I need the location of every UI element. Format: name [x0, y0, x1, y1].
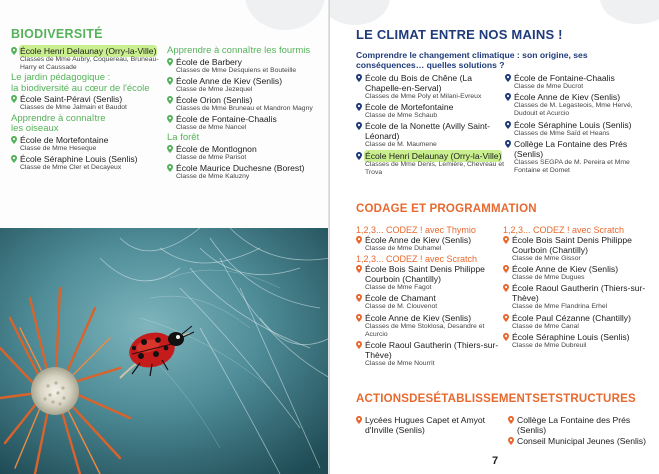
map-pin-icon — [11, 136, 17, 144]
school-entry — [167, 163, 327, 181]
class-names: Classes de Mme Poly et Milani-Evreux — [365, 93, 482, 100]
school-entry — [356, 415, 501, 435]
school-name: École de Fontaine-Chaalis — [514, 73, 615, 83]
school-entry — [505, 139, 655, 175]
map-pin-icon — [167, 77, 173, 85]
map-pin-icon — [167, 96, 173, 104]
subheading: La forêt — [167, 132, 200, 144]
school-entry — [11, 46, 161, 72]
subheading: 1,2,3... CODEZ ! avec Scratch — [503, 225, 625, 235]
map-pin-icon — [356, 152, 362, 160]
actions-column-1 — [356, 415, 501, 436]
school-entry — [11, 154, 161, 172]
school-entry — [167, 114, 327, 132]
school-name: École Séraphine Louis (Senlis) — [20, 153, 138, 164]
school-name: École de Montlognon — [176, 143, 257, 154]
school-name: École Bois Saint Denis Philippe Courboin (Chantilly) — [365, 264, 485, 285]
school-entry — [503, 235, 653, 263]
map-pin-icon — [11, 155, 17, 163]
school-entry — [167, 76, 327, 94]
map-pin-icon — [356, 341, 362, 349]
school-name: Collège La Fontaine des Prés (Senlis) — [517, 415, 631, 435]
class-names: Classe de Mme Duhamel — [365, 245, 442, 252]
map-pin-icon — [505, 74, 511, 82]
map-pin-icon — [356, 103, 362, 111]
school-entry — [167, 144, 327, 162]
map-pin-icon — [503, 265, 509, 273]
biodiversity-column-2 — [167, 46, 327, 182]
school-name: École Paul Cézanne (Chantilly) — [512, 312, 631, 323]
school-entry — [356, 235, 501, 253]
class-names: Classe de Mme Dugues — [512, 274, 585, 282]
page-number: 7 — [492, 455, 499, 467]
school-name: École Henri Delaunay (Orry-la-Ville) — [20, 46, 157, 56]
map-pin-icon — [11, 95, 17, 103]
school-name: École Anne de Kiev (Senlis) — [365, 235, 472, 245]
class-names: Classes de M. Legasteois, Mme Hervé, Dudouit et Acurcio — [514, 102, 633, 118]
map-pin-icon — [356, 294, 362, 302]
actions-heading: ACTIONSDESÉTABLISSEMENTSETSTRUCTURES — [356, 393, 636, 405]
school-name: École Anne de Kiev (Senlis) — [365, 312, 472, 323]
climate-column-1 — [356, 73, 506, 178]
school-name: École Raoul Gautherin (Thiers-sur-Thève) — [365, 340, 499, 361]
map-pin-icon — [11, 47, 17, 55]
school-entry — [505, 73, 655, 91]
school-name: École de Mortefontaine — [365, 102, 454, 113]
school-name: Collège La Fontaine des Prés (Senlis) — [514, 138, 628, 159]
class-names: Classes de Mme Stoklosa, Desandre et Acurcio — [365, 322, 485, 338]
school-entry — [356, 293, 501, 311]
class-names: Classes SEGPA de M. Pereira et Mme Fontaine et Domet — [514, 158, 630, 175]
ladybug-dandelion-image — [0, 228, 330, 474]
actions-column-2 — [508, 415, 658, 447]
climate-question: Comprendre le changement climatique : son origine, ses conséquences… quelles solutions ? — [356, 50, 588, 70]
class-names: Classe de Mme Heseque — [20, 144, 97, 152]
class-names: Classe de Mme Gissor — [512, 255, 581, 262]
class-names: Classe de Mme Nourrit — [365, 360, 435, 368]
class-names: Classes de Mme Saïd et Heans — [514, 129, 610, 137]
subheading: Apprendre à connaître les fourmis — [167, 45, 311, 56]
map-pin-icon — [356, 314, 362, 322]
class-names: Classe de M. Clouvenot — [365, 303, 438, 311]
school-name: Lycées Hugues Capet et Amyot d'Inville (Senlis) — [365, 415, 486, 435]
map-pin-icon — [167, 58, 173, 66]
class-names: Classes de Mme Desquiens et Bouteille — [176, 66, 297, 74]
school-name: École de Mortefontaine — [20, 134, 109, 145]
map-pin-icon — [503, 314, 509, 322]
school-name: École du Bois de Chêne (La Chapelle-en-Serval) — [365, 73, 473, 93]
class-names: Classes de Mme Aubry, Coquereau, Bruneau-Harry et Caussade — [20, 56, 159, 72]
class-names: Classe de Mme Fagot — [365, 284, 432, 292]
class-names: Classe de Mme Flandrina Erhel — [512, 303, 608, 311]
subheading: 1,2,3... CODEZ ! avec Scratch — [356, 254, 478, 265]
decorative-circle — [600, 0, 659, 24]
class-names: Classe de Mme Parisot — [176, 153, 247, 161]
coding-heading: CODAGE ET PROGRAMMATION — [356, 203, 537, 215]
map-pin-icon — [356, 122, 362, 130]
school-entry — [508, 436, 658, 446]
ladybug-photo — [0, 228, 330, 474]
school-name: École Anne de Kiev (Senlis) — [514, 92, 621, 103]
school-entry — [11, 94, 161, 112]
school-entry — [11, 135, 161, 153]
school-name: École de Barbery — [176, 56, 242, 67]
map-pin-icon — [505, 121, 511, 129]
school-name: École de la Nonette (Avilly Saint-Léonard) — [365, 121, 490, 142]
class-names: Classe de Mme Schaub — [365, 112, 438, 120]
subheading: les oiseaux — [11, 123, 59, 135]
school-name: École Henri Delaunay (Orry-la-Ville) — [365, 150, 502, 161]
school-entry — [503, 264, 653, 282]
class-names: Classes de Mme Jalmain et Baudot — [20, 104, 127, 112]
coding-column-2 — [503, 225, 653, 351]
map-pin-icon — [167, 115, 173, 123]
school-name: École Séraphine Louis (Senlis) — [512, 331, 630, 342]
school-name: École Raoul Gautherin (Thiers-sur-Thève) — [512, 283, 646, 304]
map-pin-icon — [167, 164, 173, 172]
school-entry — [356, 340, 501, 368]
school-name: École Bois Saint Denis Philippe Courboin (Chantilly) — [512, 235, 632, 255]
school-entry — [356, 73, 506, 101]
school-name: École Maurice Duchesne (Borest) — [176, 163, 305, 174]
class-names: Classe de Mme Jezequel — [176, 85, 253, 93]
school-entry — [503, 313, 653, 331]
school-name: École Séraphine Louis (Senlis) — [514, 119, 632, 130]
map-pin-icon — [356, 74, 362, 82]
school-entry — [503, 332, 653, 350]
class-names: Classe de Mme Cler et Decayeux — [20, 163, 122, 171]
school-name: École Orion (Senlis) — [176, 94, 253, 105]
school-entry — [356, 264, 501, 292]
class-names: Classes de Mme Bruneau et Mandron Magny — [176, 104, 313, 112]
map-pin-icon — [508, 416, 514, 424]
map-pin-icon — [356, 416, 362, 424]
school-name: École de Fontaine-Chaalis — [176, 114, 277, 125]
class-names: Classe de Mme Ducrot — [514, 83, 584, 90]
class-names: Classe de Mme Canal — [512, 322, 579, 330]
class-names: Classe de Mme Dubreuil — [512, 341, 587, 349]
school-entry — [356, 102, 506, 120]
school-entry — [356, 151, 506, 177]
biodiversity-column-1 — [11, 46, 161, 173]
coding-column-1 — [356, 225, 501, 369]
subheading: Le jardin pédagogique : — [11, 72, 111, 84]
map-pin-icon — [508, 437, 514, 445]
map-pin-icon — [356, 265, 362, 273]
subheading: Apprendre à connaître — [11, 112, 106, 124]
subheading: 1,2,3... CODEZ ! avec Thymio — [356, 225, 476, 235]
school-entry — [356, 121, 506, 149]
biodiversity-heading: BIODIVERSITÉ — [11, 27, 103, 41]
school-entry — [505, 120, 655, 138]
map-pin-icon — [503, 333, 509, 341]
subheading: la biodiversité au cœur de l'école — [11, 82, 150, 94]
decorative-circle — [330, 0, 390, 25]
map-pin-icon — [167, 145, 173, 153]
climate-column-2 — [505, 73, 655, 176]
class-names: Classes de Mme Denis, Lemière, Chevreau et Trova — [365, 160, 505, 176]
map-pin-icon — [356, 236, 362, 244]
school-name: École Saint-Péravi (Senlis) — [20, 94, 123, 105]
class-names: Classe de M. Maumene — [365, 141, 437, 149]
school-entry — [167, 57, 327, 75]
school-entry — [167, 95, 327, 113]
right-page — [330, 0, 659, 474]
map-pin-icon — [505, 93, 511, 101]
class-names: Classe de Mme Kaluzny — [176, 173, 250, 181]
school-name: École de Chamant — [365, 293, 436, 304]
school-entry — [508, 415, 658, 435]
school-entry — [505, 92, 655, 118]
decorative-circle — [245, 0, 325, 30]
school-name: École Anne de Kiev (Senlis) — [512, 264, 619, 275]
class-names: Classe de Mme Nancel — [176, 124, 247, 132]
school-entry — [356, 313, 501, 339]
school-name: École Anne de Kiev (Senlis) — [176, 75, 283, 86]
map-pin-icon — [505, 140, 511, 148]
school-entry — [503, 283, 653, 311]
climate-heading: LE CLIMAT ENTRE NOS MAINS ! — [356, 27, 563, 42]
school-name: Conseil Municipal Jeunes (Senlis) — [517, 436, 646, 446]
map-pin-icon — [503, 284, 509, 292]
map-pin-icon — [503, 236, 509, 244]
